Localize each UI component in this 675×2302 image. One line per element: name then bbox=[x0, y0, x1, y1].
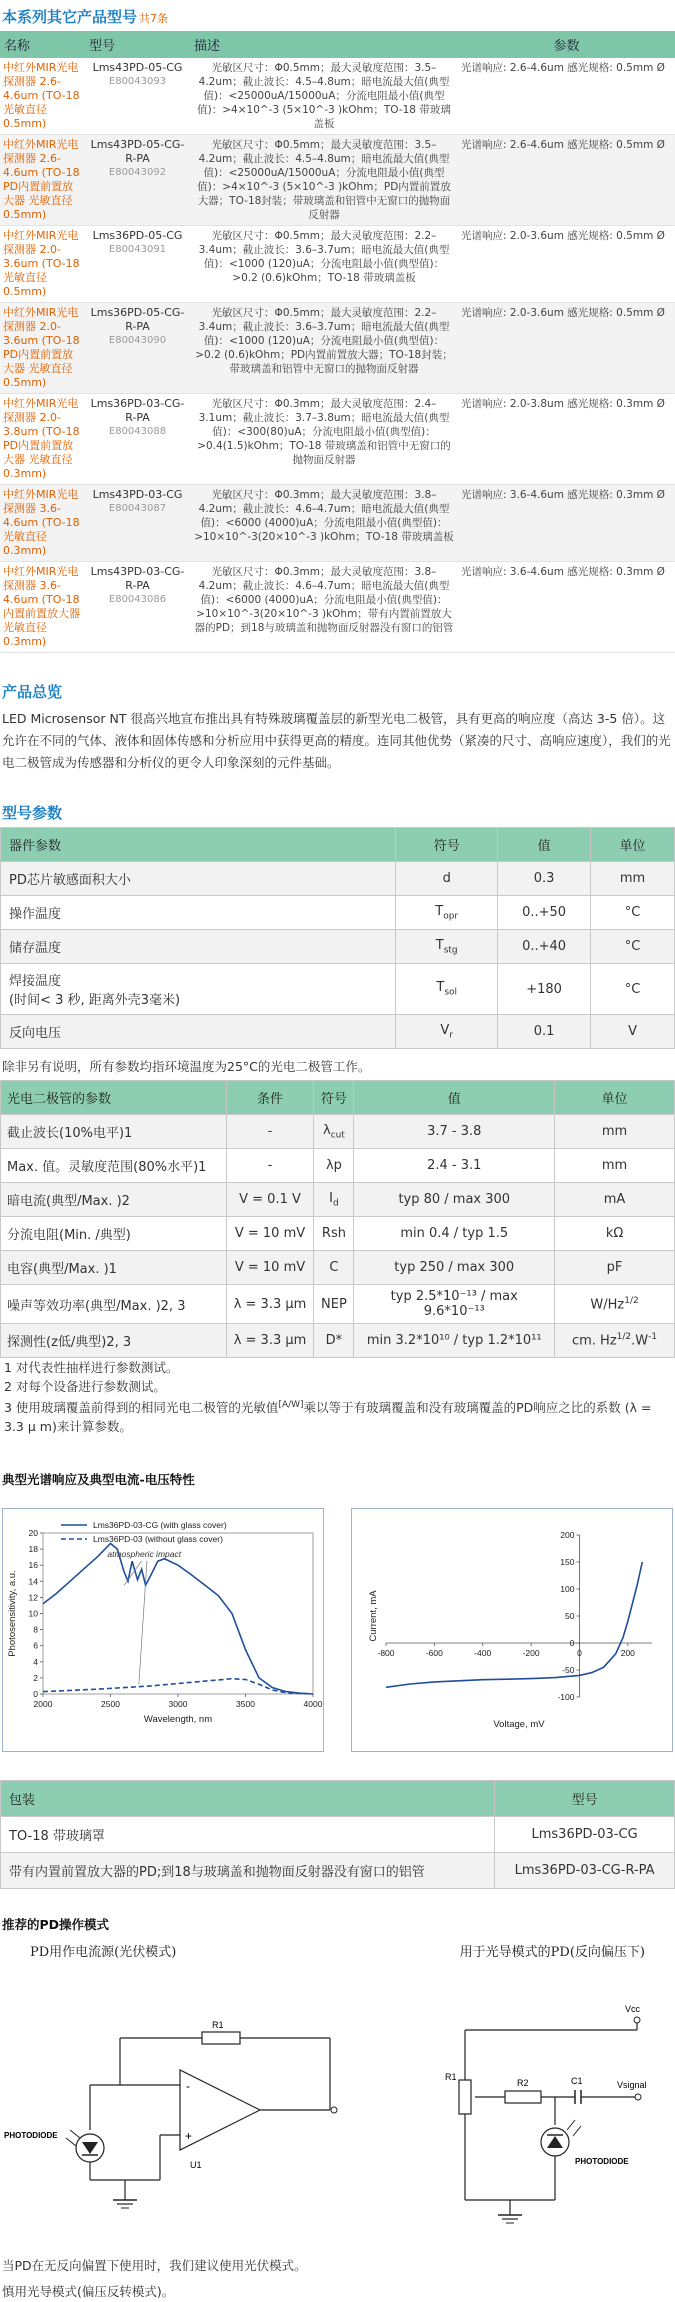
annotation-label: atmospheric impact bbox=[107, 1549, 182, 1560]
y-axis-label: Current, mA bbox=[368, 1590, 379, 1642]
diode-param-row bbox=[1, 1324, 675, 1358]
footnote-1: 1 对代表性抽样进行参数测试。 bbox=[4, 1360, 179, 1375]
dp-cond: λ = 3.3 μm bbox=[226, 1324, 314, 1358]
series-table bbox=[0, 31, 675, 653]
x-tick-label: 2000 bbox=[33, 1699, 53, 1710]
footnote-2: 2 对每个设备进行参数测试。 bbox=[4, 1379, 166, 1394]
diode-params-table bbox=[0, 1080, 675, 1358]
mp-header-unit: 单位 bbox=[591, 828, 675, 862]
iv-chart bbox=[351, 1508, 673, 1752]
annotation-arrow bbox=[139, 1561, 147, 1684]
dp-cond: λ = 3.3 μm bbox=[226, 1285, 314, 1324]
mp-sym: $T_{opr}$ bbox=[396, 896, 498, 930]
u1-label: U1 bbox=[190, 2160, 202, 2171]
series-model-name[interactable]: Lms36PD-03-CG-R-PA bbox=[90, 397, 185, 424]
x-axis-label: Voltage, mV bbox=[493, 1719, 545, 1731]
op-minus: - bbox=[186, 2079, 190, 2094]
pc-r1-label: R1 bbox=[445, 2072, 457, 2083]
series-name-link[interactable]: 中红外MIR光电探测器 2.6-4.6um (TO-18 光敏直径0.5mm) bbox=[0, 58, 85, 135]
series-model[interactable] bbox=[85, 303, 190, 394]
dp-cond: V = 0.1 V bbox=[226, 1183, 314, 1217]
model-param-row bbox=[1, 964, 675, 1015]
pkg-header-model: 型号 bbox=[495, 1781, 675, 1817]
mp-sym: $V_r$ bbox=[396, 1015, 498, 1049]
dp-val: typ 80 / max 300 bbox=[354, 1183, 555, 1217]
pc-c1-label: C1 bbox=[571, 2076, 583, 2087]
dp-val: typ 250 / max 300 bbox=[354, 1251, 555, 1285]
series-model[interactable] bbox=[85, 58, 190, 135]
series-line-1 bbox=[43, 1679, 313, 1694]
series-title: 本系列其它产品型号 共7条 bbox=[2, 8, 169, 26]
dp-header-cond: 条件 bbox=[226, 1081, 314, 1115]
series-model-code: E80043086 bbox=[108, 594, 167, 605]
pkg-header-pkg: 包装 bbox=[1, 1781, 495, 1817]
pc-r1 bbox=[459, 2080, 471, 2114]
series-model-name[interactable]: Lms43PD-03-CG-R-PA bbox=[90, 565, 185, 592]
vcc-node bbox=[634, 2017, 640, 2023]
y-tick-label: 2 bbox=[33, 1673, 38, 1684]
x-tick-label: -800 bbox=[377, 1648, 395, 1659]
op-plus: + bbox=[185, 2129, 193, 2144]
y-tick-label: 100 bbox=[560, 1584, 575, 1595]
series-name-link[interactable]: 中红外MIR光电探测器 3.6-4.6um (TO-18 内置前置放大器 光敏直径0.3mm) bbox=[0, 562, 85, 653]
spectral-chart-svg bbox=[3, 1509, 323, 1751]
legend-label: Lms36PD-03-CG (with glass cover) bbox=[93, 1520, 227, 1531]
footnote-3: 3 使用玻璃覆盖前得到的相同光电二极管的光敏值[A/W]乘以等于有玻璃覆盖和没有玻璃覆盖的PD响应之比的系数 (λ = 3.3 μ m)来计算参数。 bbox=[4, 1400, 652, 1435]
y-tick-label: -100 bbox=[557, 1692, 575, 1703]
x-tick-label: 3500 bbox=[236, 1699, 255, 1710]
model-param-row bbox=[1, 896, 675, 930]
mp-unit: °C bbox=[591, 930, 675, 964]
mp-val: +180 bbox=[498, 964, 591, 1015]
series-params: 光谱响应: 2.0-3.8um 感光规格: 0.3mm Ø bbox=[458, 394, 675, 485]
dp-sym: Rsh bbox=[314, 1217, 354, 1251]
series-model-code: E80043093 bbox=[108, 76, 167, 87]
dp-val: min 3.2*10¹⁰ / typ 1.2*10¹¹ bbox=[354, 1324, 555, 1358]
mp-val: 0.1 bbox=[498, 1015, 591, 1049]
dp-unit: kΩ bbox=[555, 1217, 675, 1251]
pkg-model: Lms36PD-03-CG-R-PA bbox=[495, 1853, 675, 1889]
dp-val: 3.7 - 3.8 bbox=[354, 1115, 555, 1149]
series-row[interactable] bbox=[0, 485, 675, 562]
diode-param-row bbox=[1, 1115, 675, 1149]
y-tick-label: 10 bbox=[28, 1608, 38, 1619]
pv-mode-title: PD用作电流源(光伏模式) bbox=[30, 1945, 177, 1961]
dp-header-unit: 单位 bbox=[555, 1081, 675, 1115]
dp-val: min 0.4 / typ 1.5 bbox=[354, 1217, 555, 1251]
dp-cond: V = 10 mV bbox=[226, 1251, 314, 1285]
series-params: 光谱响应: 2.6-4.6um 感光规格: 0.5mm Ø bbox=[458, 135, 675, 226]
dp-param: 分流电阻(Min. /典型) bbox=[1, 1217, 227, 1251]
pc-r2 bbox=[505, 2091, 541, 2103]
pc-diode-label: PHOTODIODE bbox=[575, 2157, 629, 2167]
series-desc: 光敏区尺寸：Φ0.3mm；最大灵敏度范围：2.4–3.1um；截止波长：3.7–3.8um；暗电流最大值(典型值)：<300(80)uA；分流电阻最小值(典型值)：>0.4(1.5)kOhm；TO-18 带玻璃盖和铝管中无窗口的抛物面反射器 bbox=[190, 394, 458, 485]
pc-mode-title: 用于光导模式的PD(反向偏压下) bbox=[459, 1945, 645, 1961]
y-tick-label: 4 bbox=[33, 1656, 38, 1667]
series-name-link[interactable]: 中红外MIR光电探测器 2.6-4.6um (TO-18 PD内置前置放大器 光敏直径0.5mm) bbox=[0, 135, 85, 226]
model-param-row bbox=[1, 930, 675, 964]
pv-diode-label: PHOTODIODE bbox=[4, 2131, 58, 2141]
series-params: 光谱响应: 3.6-4.6um 感光规格: 0.3mm Ø bbox=[458, 562, 675, 653]
series-desc: 光敏区尺寸：Φ0.5mm；最大灵敏度范围：3.5–4.2um；截止波长：4.5–4.8um；暗电流最大值(典型值)：<25000uA/15000uA；分流电阻最小值(典型值)：>4×10^-3 (5×10^-3 )kOhm；PD内置前置放大器；TO-18封装；带玻璃盖和铝管中无窗口的抛物面反射器 bbox=[190, 135, 458, 226]
series-model[interactable] bbox=[85, 394, 190, 485]
series-model-code: E80043091 bbox=[108, 244, 167, 255]
charts-title: 典型光谱响应及典型电流-电压特性 bbox=[2, 1472, 195, 1488]
series-params: 光谱响应: 3.6-4.6um 感光规格: 0.3mm Ø bbox=[458, 485, 675, 562]
mp-sym: d bbox=[396, 862, 498, 896]
mp-val: 0.3 bbox=[498, 862, 591, 896]
dp-param: 噪声等效功率(典型/Max. )2, 3 bbox=[1, 1285, 227, 1324]
mp-header-sym: 符号 bbox=[396, 828, 498, 862]
dp-param: 电容(典型/Max. )1 bbox=[1, 1251, 227, 1285]
operation-note-1: 当PD在无反向偏置下使用时，我们建议使用光伏模式。 bbox=[2, 2258, 307, 2274]
y-tick-label: 20 bbox=[28, 1528, 38, 1539]
series-model-name[interactable]: Lms36PD-05-CG bbox=[92, 229, 183, 242]
dp-param: Max. 值。灵敏度范围(80%水平)1 bbox=[1, 1149, 227, 1183]
dp-param: 探测性(z低/典型)2, 3 bbox=[1, 1324, 227, 1358]
r1-label: R1 bbox=[212, 2020, 224, 2031]
y-tick-label: 14 bbox=[28, 1576, 38, 1587]
dp-unit: pF bbox=[555, 1251, 675, 1285]
series-params: 光谱响应: 2.0-3.6um 感光规格: 0.5mm Ø bbox=[458, 303, 675, 394]
series-params: 光谱响应: 2.6-4.6um 感光规格: 0.5mm Ø bbox=[458, 58, 675, 135]
mp-header-param: 器件参数 bbox=[1, 828, 396, 862]
x-axis-label: Wavelength, nm bbox=[143, 1714, 213, 1726]
dp-unit: $W/Hz^{1/2}$ bbox=[555, 1285, 675, 1324]
series-name-link[interactable]: 中红外MIR光电探测器 2.0-3.8um (TO-18 PD内置前置放大器 光敏直径0.3mm) bbox=[0, 394, 85, 485]
series-name-link[interactable]: 中红外MIR光电探测器 2.0-3.6um (TO-18 PD内置前置放大器 光敏直径0.5mm) bbox=[0, 303, 85, 394]
mp-param: 储存温度 bbox=[1, 930, 396, 964]
overview-text: LED Microsensor NT 很高兴地宣布推出具有特殊玻璃覆盖层的新型光电二极管，具有更高的响应度（高达 3-5 倍）。这允许在不同的气体、液体和固体传感和分析应用中获得更高的精度。连同其他优势（紧凑的尺寸、高响应速度），我们的光电二极管成为传感器和分析仪的更令人印象深刻的元件基础。 bbox=[2, 711, 671, 770]
series-count: 共7条 bbox=[139, 12, 169, 25]
dp-param: 暗电流(典型/Max. )2 bbox=[1, 1183, 227, 1217]
pc-circuit bbox=[425, 1970, 675, 2260]
diode-param-row bbox=[1, 1149, 675, 1183]
y-tick-label: 12 bbox=[28, 1592, 38, 1603]
series-header-model: 型号 bbox=[85, 31, 190, 58]
series-model-code: E80043092 bbox=[108, 167, 167, 178]
series-desc: 光敏区尺寸：Φ0.3mm；最大灵敏度范围：3.8–4.2um；截止波长：4.6–4.7um；暗电流最大值(典型值)：<6000 (4000)uA；分流电阻最小值(典型值)：>10×10^-3(20×10^-3 )kOhm；带有内置前置放大器的PD；到18与玻璃盖和抛物面反射器没有窗口的铝管 bbox=[190, 562, 458, 653]
dp-sym: D* bbox=[314, 1324, 354, 1358]
series-model-code: E80043090 bbox=[108, 335, 167, 346]
pv-output-node bbox=[331, 2107, 337, 2113]
circuit-diagrams bbox=[0, 1960, 675, 2250]
pkg-desc: 带有内置前置放大器的PD;到18与玻璃盖和抛物面反射器没有窗口的铝管 bbox=[1, 1853, 495, 1889]
model-params-table bbox=[0, 827, 675, 1049]
package-row bbox=[1, 1853, 675, 1889]
legend-label: Lms36PD-03 (without glass cover) bbox=[93, 1534, 223, 1545]
series-model[interactable] bbox=[85, 562, 190, 653]
diode-param-row bbox=[1, 1183, 675, 1217]
model-params-title: 型号参数 bbox=[2, 804, 63, 822]
diode-param-row bbox=[1, 1251, 675, 1285]
series-model-name[interactable]: Lms43PD-05-CG bbox=[92, 61, 183, 74]
dp-sym: $I_d$ bbox=[314, 1183, 354, 1217]
operation-heads bbox=[0, 1939, 675, 1960]
series-header-name: 名称 bbox=[0, 31, 85, 58]
diode-param-row bbox=[1, 1285, 675, 1324]
mp-sym: $T_{stg}$ bbox=[396, 930, 498, 964]
dp-param: 截止波长(10%电平)1 bbox=[1, 1115, 227, 1149]
y-tick-label: 8 bbox=[33, 1624, 38, 1635]
vsignal-label: Vsignal bbox=[617, 2080, 647, 2091]
series-desc: 光敏区尺寸：Φ0.5mm；最大灵敏度范围：3.5–4.2um；截止波长：4.5–4.8um；暗电流最大值(典型值)：<25000uA/15000uA；分流电阻最小值(典型值)：>4×10^-3 (5×10^-3 )kOhm；TO-18 带玻璃盖板 bbox=[190, 58, 458, 135]
series-row[interactable] bbox=[0, 135, 675, 226]
series-desc: 光敏区尺寸：Φ0.3mm；最大灵敏度范围：3.8–4.2um；截止波长：4.6–4.7um；暗电流最大值(典型值)：<6000 (4000)uA；分流电阻最小值(典型值)：>10×10^-3(20×10^-3 )kOhm；TO-18 带玻璃盖板 bbox=[190, 485, 458, 562]
x-tick-label: 200 bbox=[620, 1648, 635, 1659]
pkg-model: Lms36PD-03-CG bbox=[495, 1817, 675, 1853]
mp-param: 反向电压 bbox=[1, 1015, 396, 1049]
series-desc: 光敏区尺寸：Φ0.5mm；最大灵敏度范围：2.2–3.4um；截止波长：3.6–3.7um；暗电流最大值(典型值)：<1000 (120)uA；分流电阻最小值(典型值)：>0.2 (0.6)kOhm；PD内置前置放大器；TO-18封装；带玻璃盖和铝管中无窗口的抛物面反射器 bbox=[190, 303, 458, 394]
vsignal-node bbox=[635, 2094, 641, 2100]
spectral-chart bbox=[2, 1508, 324, 1752]
dp-unit: mA bbox=[555, 1183, 675, 1217]
series-name-link[interactable]: 中红外MIR光电探测器 3.6-4.6um (TO-18 光敏直径0.3mm) bbox=[0, 485, 85, 562]
mp-unit: °C bbox=[591, 964, 675, 1015]
series-model[interactable] bbox=[85, 226, 190, 303]
pc-r2-label: R2 bbox=[517, 2078, 529, 2089]
series-row[interactable] bbox=[0, 226, 675, 303]
x-tick-label: 3000 bbox=[168, 1699, 188, 1710]
dp-unit: mm bbox=[555, 1149, 675, 1183]
series-row[interactable] bbox=[0, 394, 675, 485]
y-tick-label: 16 bbox=[28, 1560, 38, 1571]
diode-param-row bbox=[1, 1217, 675, 1251]
condition-note: 除非另有说明，所有参数均指环境温度为25°C的光电二极管工作。 bbox=[2, 1059, 371, 1074]
mp-param: 焊接温度 (时间< 3 秒, 距离外壳3毫米) bbox=[1, 964, 396, 1015]
iv-chart-svg bbox=[352, 1509, 672, 1751]
x-tick-label: -600 bbox=[425, 1648, 443, 1659]
y-tick-label: 50 bbox=[564, 1611, 575, 1622]
r1-resistor bbox=[202, 2032, 240, 2044]
series-model[interactable] bbox=[85, 485, 190, 562]
dp-header-sym: 符号 bbox=[314, 1081, 354, 1115]
y-tick-label: -50 bbox=[562, 1665, 575, 1676]
mp-param: PD芯片敏感面积大小 bbox=[1, 862, 396, 896]
series-line-0 bbox=[43, 1544, 313, 1695]
dp-header-param: 光电二极管的参数 bbox=[1, 1081, 227, 1115]
dp-sym: $\lambda_{cut}$ bbox=[314, 1115, 354, 1149]
dp-header-val: 值 bbox=[354, 1081, 555, 1115]
vcc-label: Vcc bbox=[625, 2004, 641, 2015]
pv-circuit bbox=[0, 1970, 360, 2260]
x-tick-label: 4000 bbox=[303, 1699, 323, 1710]
series-line-0 bbox=[386, 1562, 642, 1687]
dp-sym: λp bbox=[314, 1149, 354, 1183]
x-tick-label: 0 bbox=[577, 1648, 582, 1659]
series-params: 光谱响应: 2.0-3.6um 感光规格: 0.5mm Ø bbox=[458, 226, 675, 303]
series-row[interactable] bbox=[0, 58, 675, 135]
mp-param: 操作温度 bbox=[1, 896, 396, 930]
series-row[interactable] bbox=[0, 303, 675, 394]
dp-val: 2.4 - 3.1 bbox=[354, 1149, 555, 1183]
y-tick-label: 18 bbox=[28, 1544, 38, 1555]
model-param-row bbox=[1, 862, 675, 896]
y-tick-label: 150 bbox=[560, 1557, 575, 1568]
y-axis-label: Photosensitivity, a.u. bbox=[7, 1570, 18, 1657]
mp-unit: °C bbox=[591, 896, 675, 930]
charts-row bbox=[0, 1494, 675, 1752]
overview-title: 产品总览 bbox=[2, 683, 63, 701]
operation-note-2: 慎用光导模式(偏压反转模式)。 bbox=[2, 2284, 175, 2300]
x-tick-label: -400 bbox=[474, 1648, 492, 1659]
mp-header-val: 值 bbox=[498, 828, 591, 862]
series-model-name[interactable]: Lms43PD-03-CG bbox=[92, 488, 183, 501]
model-param-row bbox=[1, 1015, 675, 1049]
mp-unit: V bbox=[591, 1015, 675, 1049]
series-model-name[interactable]: Lms43PD-05-CG-R-PA bbox=[90, 138, 185, 165]
mp-unit: mm bbox=[591, 862, 675, 896]
mp-val: 0..+40 bbox=[498, 930, 591, 964]
dp-cond: - bbox=[226, 1149, 314, 1183]
dp-unit: mm bbox=[555, 1115, 675, 1149]
x-tick-label: 2500 bbox=[101, 1699, 120, 1710]
series-model[interactable] bbox=[85, 135, 190, 226]
series-header-desc: 描述 bbox=[190, 31, 458, 58]
y-tick-label: 0 bbox=[569, 1638, 575, 1649]
series-model-name[interactable]: Lms36PD-05-CG-R-PA bbox=[90, 306, 185, 333]
series-model-code: E80043087 bbox=[108, 503, 167, 514]
mp-sym: $T_{sol}$ bbox=[396, 964, 498, 1015]
pkg-desc: TO-18 带玻璃罩 bbox=[1, 1817, 495, 1853]
dp-sym: C bbox=[314, 1251, 354, 1285]
series-header-params: 参数 bbox=[458, 31, 675, 58]
series-model-code: E80043088 bbox=[108, 426, 167, 437]
series-desc: 光敏区尺寸：Φ0.5mm；最大灵敏度范围：2.2–3.4um；截止波长：3.6–3.7um；暗电流最大值(典型值)：<1000 (120)uA；分流电阻最小值(典型值)：>0.2 (0.6)kOhm；TO-18 带玻璃盖板 bbox=[190, 226, 458, 303]
y-tick-label: 0 bbox=[33, 1689, 38, 1700]
series-name-link[interactable]: 中红外MIR光电探测器 2.0-3.6um (TO-18 光敏直径0.5mm) bbox=[0, 226, 85, 303]
dp-sym: NEP bbox=[314, 1285, 354, 1324]
mp-val: 0..+50 bbox=[498, 896, 591, 930]
package-table bbox=[0, 1780, 675, 1889]
dp-unit: cm. $Hz^{1/2}.W^{-1}$ bbox=[555, 1324, 675, 1358]
series-row[interactable] bbox=[0, 562, 675, 653]
operation-title: 推荐的PD操作模式 bbox=[2, 1917, 110, 1933]
package-row bbox=[1, 1817, 675, 1853]
dp-cond: V = 10 mV bbox=[226, 1217, 314, 1251]
x-tick-label: -200 bbox=[522, 1648, 540, 1659]
dp-cond: - bbox=[226, 1115, 314, 1149]
dp-val: typ 2.5*10⁻¹³ / max 9.6*10⁻¹³ bbox=[354, 1285, 555, 1324]
y-tick-label: 200 bbox=[560, 1530, 575, 1541]
y-tick-label: 6 bbox=[33, 1640, 38, 1651]
